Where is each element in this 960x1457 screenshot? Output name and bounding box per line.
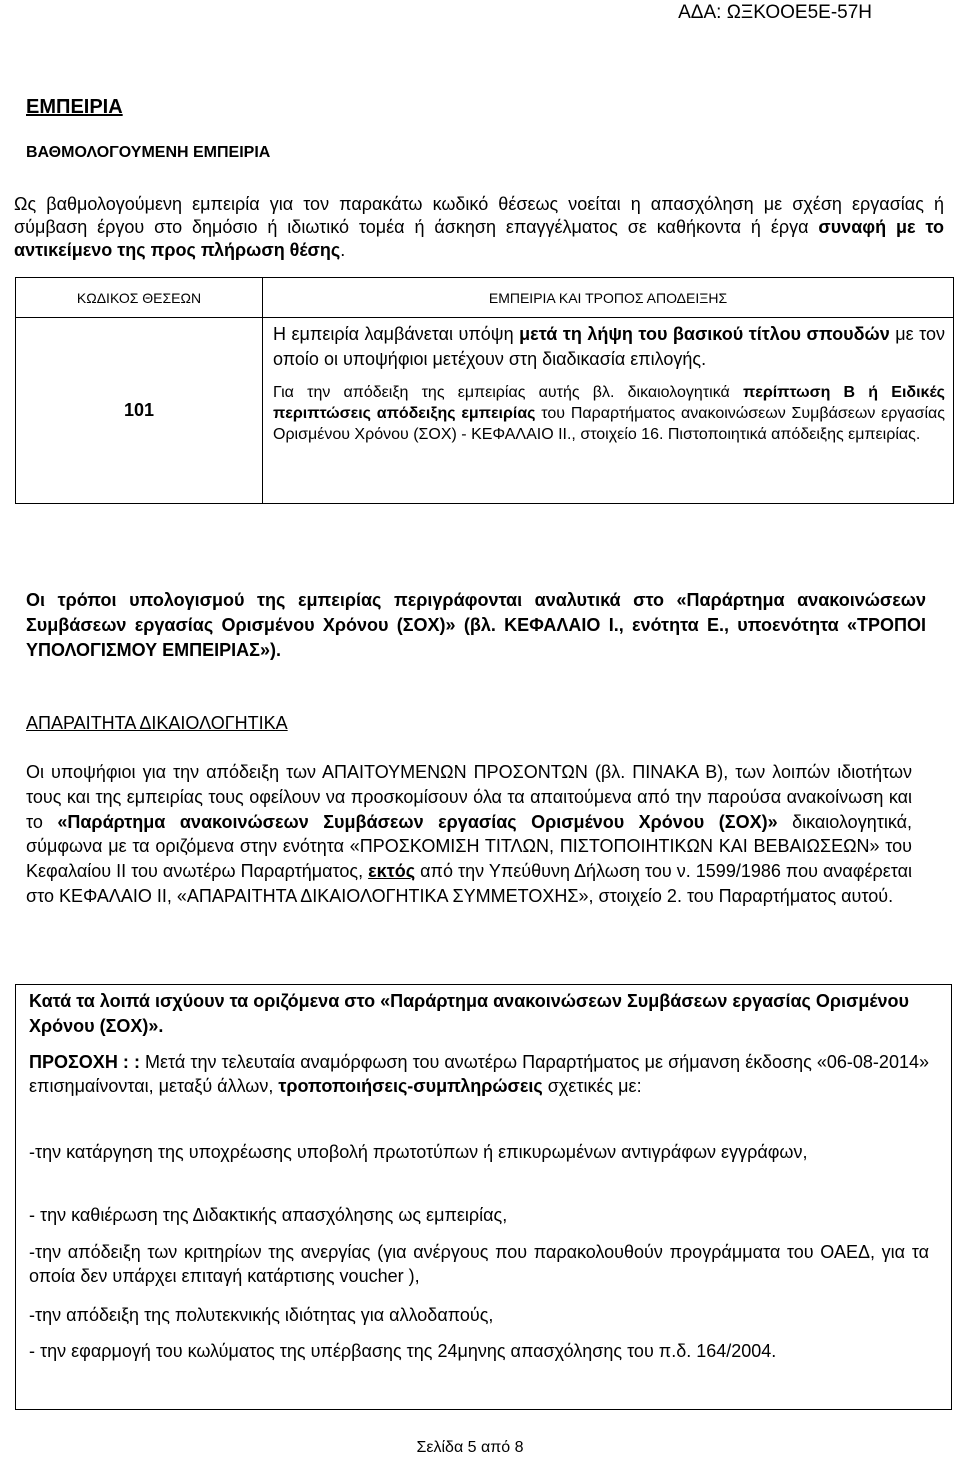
experience-desc-1 bbox=[273, 322, 945, 372]
required-docs-title: ΑΠΑΡΑΙΤΗΤΑ ΔΙΚΑΙΟΛΟΓΗΤΙΚΑ bbox=[26, 713, 288, 733]
docs-text-1: Οι υποψήφιοι για την απόδειξη των ΑΠΑΙΤΟΥΜΕΝΩΝ ΠΡΟΣΟΝΤΩΝ (βλ. ΠΙΝΑΚΑ Β), των λοιπών ιδιοτήτων τους και της εμπειρίας τους οφείλουν να προσκομίσουν όλα τα απαιτούμενα από την παρούσα ανακοίνωση και το bbox=[26, 762, 912, 832]
intro-text: Ως βαθμολογούμενη εμπειρία για τον παρακάτω κωδικό θέσεως νοείται η απασχόληση με σχέση εργασίας ή σύμβαση έργου στο δημόσιο ή ιδιωτικό τομέα ή άσκηση επαγγέλματος σε καθήκοντα ή έργα bbox=[14, 194, 944, 237]
attention-label: ΠΡΟΣΟΧΗ : : bbox=[29, 1052, 140, 1072]
desc2-bold: περίπτωση Β ή Ειδικές περιπτώσεις απόδειξης εμπειρίας bbox=[273, 384, 945, 422]
notice-item: -την κατάργηση της υποχρέωσης υποβολή πρωτοτύπων ή επικυρωμένων αντιγράφων εγγράφων, bbox=[29, 1142, 808, 1162]
intro-paragraph bbox=[14, 193, 944, 262]
table-header-code: ΚΩΔΙΚΟΣ ΘΕΣΕΩΝ bbox=[16, 278, 263, 318]
docs-bold: «Παράρτημα ανακοινώσεων Συμβάσεων εργασίας Ορισμένου Χρόνου (ΣΟΧ)» bbox=[57, 811, 778, 832]
desc2-text: Για την απόδειξη της εμπειρίας αυτής βλ. δικαιολογητικά bbox=[273, 384, 743, 401]
section-title: ΕΜΠΕΙΡΙΑ bbox=[26, 96, 123, 118]
experience-desc-2 bbox=[273, 382, 945, 445]
docs-text-3: από την Υπεύθυνη Δήλωση του ν. 1599/1986 που αναφέρεται στο ΚΕΦΑΛΑΙΟ ΙΙ, «ΑΠΑΡΑΙΤΗΤΑ ΔΙΚΑΙΟΛΟΓΗΤΙΚΑ ΣΥΜΜΕΤΟΧΗΣ», στοιχείο 2. του Παραρτήματος αυτού. bbox=[26, 861, 913, 906]
table-header-experience: ΕΜΠΕΙΡΙΑ ΚΑΙ ΤΡΟΠΟΣ ΑΠΟΔΕΙΞΗΣ bbox=[263, 278, 954, 318]
notice-box bbox=[15, 984, 952, 1410]
docs-except: εκτός bbox=[368, 861, 416, 882]
attention-text: Μετά την τελευταία αναμόρφωση του ανωτέρω Παραρτήματος με σήμανση έκδοσης «06-08-2014» επισημαίνονται, μεταξύ άλλων, bbox=[29, 1052, 929, 1096]
position-code: 101 bbox=[16, 318, 263, 504]
desc1-bold: μετά τη λήψη του βασικού τίτλου σπουδών bbox=[519, 324, 890, 344]
page-number: Σελίδα 5 από 8 bbox=[416, 1439, 524, 1456]
attention-bold: τροποποιήσεις-συμπληρώσεις bbox=[278, 1076, 543, 1096]
calculation-paragraph: Οι τρόποι υπολογισμού της εμπειρίας περιγράφονται αναλυτικά στο «Παράρτημα ανακοινώσεων Συμβάσεων εργασίας Ορισμένου Χρόνου (ΣΟΧ)» (βλ. ΚΕΦΑΛΑΙΟ Ι., ενότητα Ε., υποενότητα «ΤΡΟΠΟΙ ΥΠΟΛΟΓΙΣΜΟΥ ΕΜΠΕΙΡΙΑΣ»). bbox=[26, 590, 926, 660]
notice-item: -την απόδειξη των κριτηρίων της ανεργίας (για ανέργους που παρακολουθούν προγράμματα του ΟΑΕΔ, για τα οποία δεν υπάρχει επιταγή κατάρτισης voucher ), bbox=[29, 1242, 929, 1286]
notice-line-1: Κατά τα λοιπά ισχύουν τα οριζόμενα στο «Παράρτημα ανακοινώσεων Συμβάσεων εργασίας Ορισμένου Χρόνου (ΣΟΧ)». bbox=[29, 991, 909, 1036]
desc2-text-end: του Παραρτήματος ανακοινώσεων Συμβάσεων εργασίας Ορισμένου Χρόνου (ΣΟΧ) - ΚΕΦΑΛΑΙΟ ΙΙ., στοιχείο 16. Πιστοποιητικά απόδειξης εμπειρίας. bbox=[273, 405, 946, 443]
notice-item: - την εφαρμογή του κωλύματος της υπέρβασης της 24μηνης απασχόλησης του π.δ. 164/2004. bbox=[29, 1341, 777, 1361]
subsection-title: ΒΑΘΜΟΛΟΓΟΥΜΕΝΗ ΕΜΠΕΙΡΙΑ bbox=[26, 144, 271, 161]
docs-text-2: δικαιολογητικά, σύμφωνα με τα οριζόμενα στην ενότητα «ΠΡΟΣΚΟΜΙΣΗ ΤΙΤΛΩΝ, ΠΙΣΤΟΠΟΙΗΤΙΚΩΝ ΚΑΙ ΒΕΒΑΙΩΣΕΩΝ» του Κεφαλαίου ΙΙ του ανωτέρω Παραρτήματος, bbox=[26, 811, 913, 882]
ada-code: ΑΔΑ: ΩΞΚΟΟΕ5Ε-57Η bbox=[678, 2, 872, 23]
experience-description bbox=[263, 318, 954, 504]
notice-item: -την απόδειξη της πολυτεκνικής ιδιότητας για αλλοδαπούς, bbox=[29, 1305, 494, 1325]
desc1-text-end: με τον οποίο οι υποψήφιοι μετέχουν στη διαδικασία επιλογής. bbox=[273, 324, 946, 369]
intro-bold-text: συναφή με το αντικείμενο της προς πλήρωση θέσης bbox=[14, 217, 944, 260]
attention-text-end: σχετικές με: bbox=[542, 1076, 642, 1096]
intro-text-end: . bbox=[340, 240, 346, 260]
experience-table bbox=[15, 277, 954, 504]
notice-item: - την καθιέρωση της Διδακτικής απασχόλησης ως εμπειρίας, bbox=[29, 1205, 508, 1225]
required-docs-paragraph bbox=[26, 760, 912, 909]
desc1-text: Η εμπειρία λαμβάνεται υπόψη bbox=[273, 324, 520, 344]
attention-paragraph bbox=[29, 1050, 929, 1098]
